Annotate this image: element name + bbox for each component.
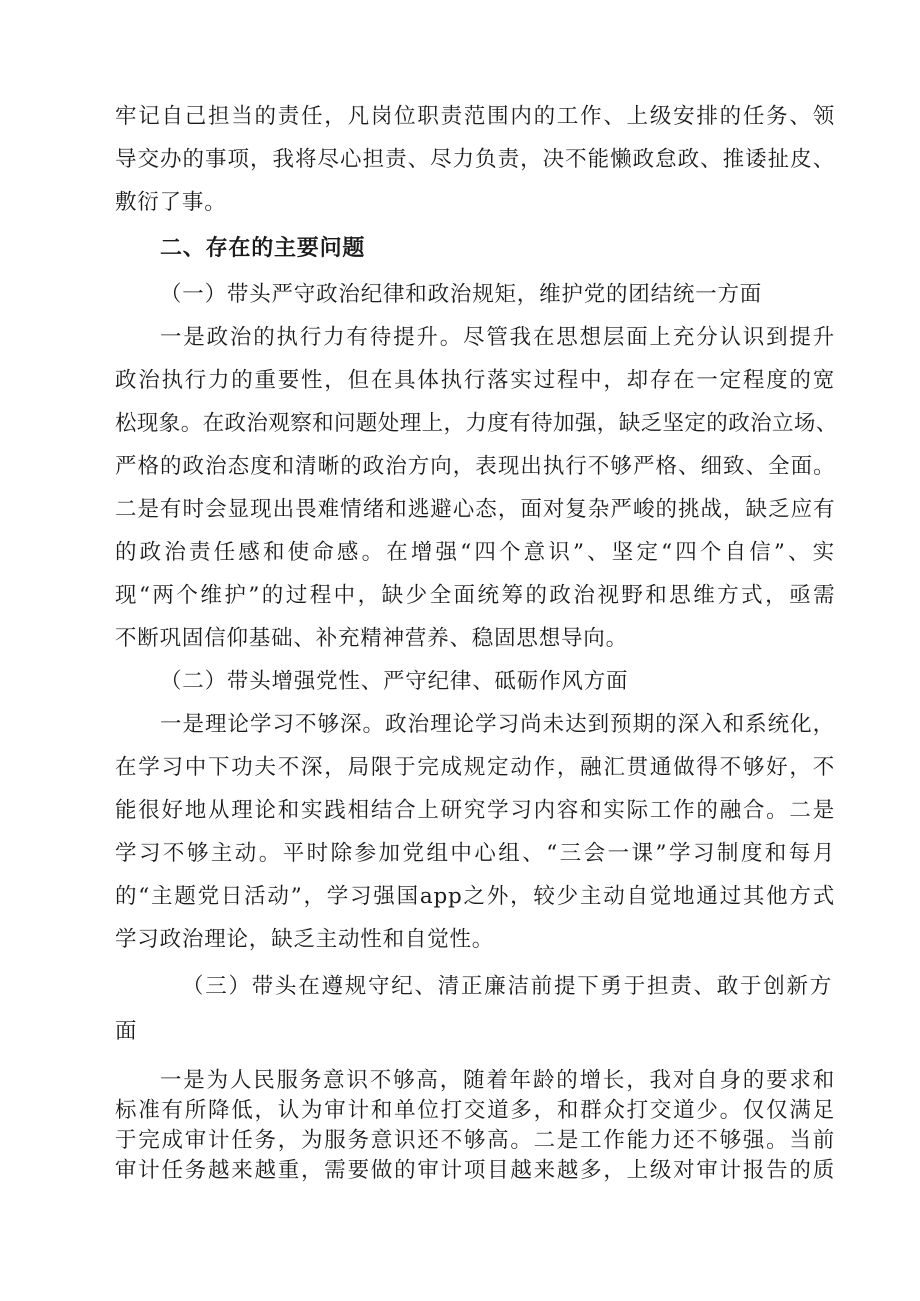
paragraph-line: 能很好地从理论和实践相结合上研究学习内容和实际工作的融合。二是 <box>115 798 835 823</box>
paragraph-line: 现“两个维护”的过程中，缺少全面统筹的政治视野和思维方式，亟需 <box>115 583 835 608</box>
paragraph-line: 松现象。在政治观察和问题处理上，力度有待加强，缺乏坚定的政治立场、 <box>115 411 838 436</box>
subsection-heading: （一）带头严守政治纪律和政治规矩，维护党的团结统一方面 <box>160 282 763 307</box>
paragraph-line: 于完成审计任务，为服务意识还不够高。二是工作能力还不够强。当前 <box>115 1128 835 1153</box>
paragraph-line: 敷衍了事。 <box>115 190 227 215</box>
subsection-heading: （二）带头增强党性、严守纪律、砥砺作风方面 <box>160 669 629 694</box>
paragraph-line: 一是政治的执行力有待提升。尽管我在思想层面上充分认识到提升 <box>160 325 835 350</box>
paragraph-line: 严格的政治态度和清晰的政治方向，表现出执行不够严格、细致、全面。 <box>115 454 835 479</box>
paragraph-line: 不断巩固信仰基础、补充精神营养、稳固思想导向。 <box>115 626 628 651</box>
paragraph-line: 的政治责任感和使命感。在增强“四个意识”、坚定“四个自信”、实 <box>115 540 835 565</box>
subsection-heading: （三）带头在遵规守纪、清正廉洁前提下勇于担责、敢于创新方 <box>182 974 832 999</box>
subsection-heading-continued: 面 <box>115 1019 138 1044</box>
paragraph-line: 审计任务越来越重，需要做的审计项目越来越多，上级对审计报告的质 <box>115 1158 835 1183</box>
paragraph-line: 导交办的事项，我将尽心担责、尽力负责，决不能懒政怠政、推诿扯皮、 <box>115 147 835 172</box>
paragraph-line: 的“主题党日活动”，学习强国app之外，较少主动自觉地通过其他方式 <box>115 884 835 909</box>
paragraph-line: 在学习中下功夫不深，局限于完成规定动作，融汇贯通做得不够好，不 <box>115 755 835 780</box>
paragraph-line: 牢记自己担当的责任，凡岗位职责范围内的工作、上级安排的任务、领 <box>115 104 835 129</box>
section-heading: 二、存在的主要问题 <box>160 236 366 261</box>
paragraph-line: 学习政治理论，缺乏主动性和自觉性。 <box>115 927 495 952</box>
paragraph-line: 学习不够主动。平时除参加党组中心组、“三会一课”学习制度和每月 <box>115 841 835 866</box>
paragraph-line: 一是为人民服务意识不够高，随着年龄的增长，我对自身的要求和 <box>160 1068 835 1093</box>
paragraph-line: 政治执行力的重要性，但在具体执行落实过程中，却存在一定程度的宽 <box>115 368 835 393</box>
paragraph-line: 一是理论学习不够深。政治理论学习尚未达到预期的深入和系统化， <box>160 712 835 737</box>
paragraph-line: 二是有时会显现出畏难情绪和逃避心态，面对复杂严峻的挑战，缺乏应有 <box>115 497 835 522</box>
paragraph-line: 标准有所降低，认为审计和单位打交道多，和群众打交道少。仅仅满足 <box>115 1098 835 1123</box>
